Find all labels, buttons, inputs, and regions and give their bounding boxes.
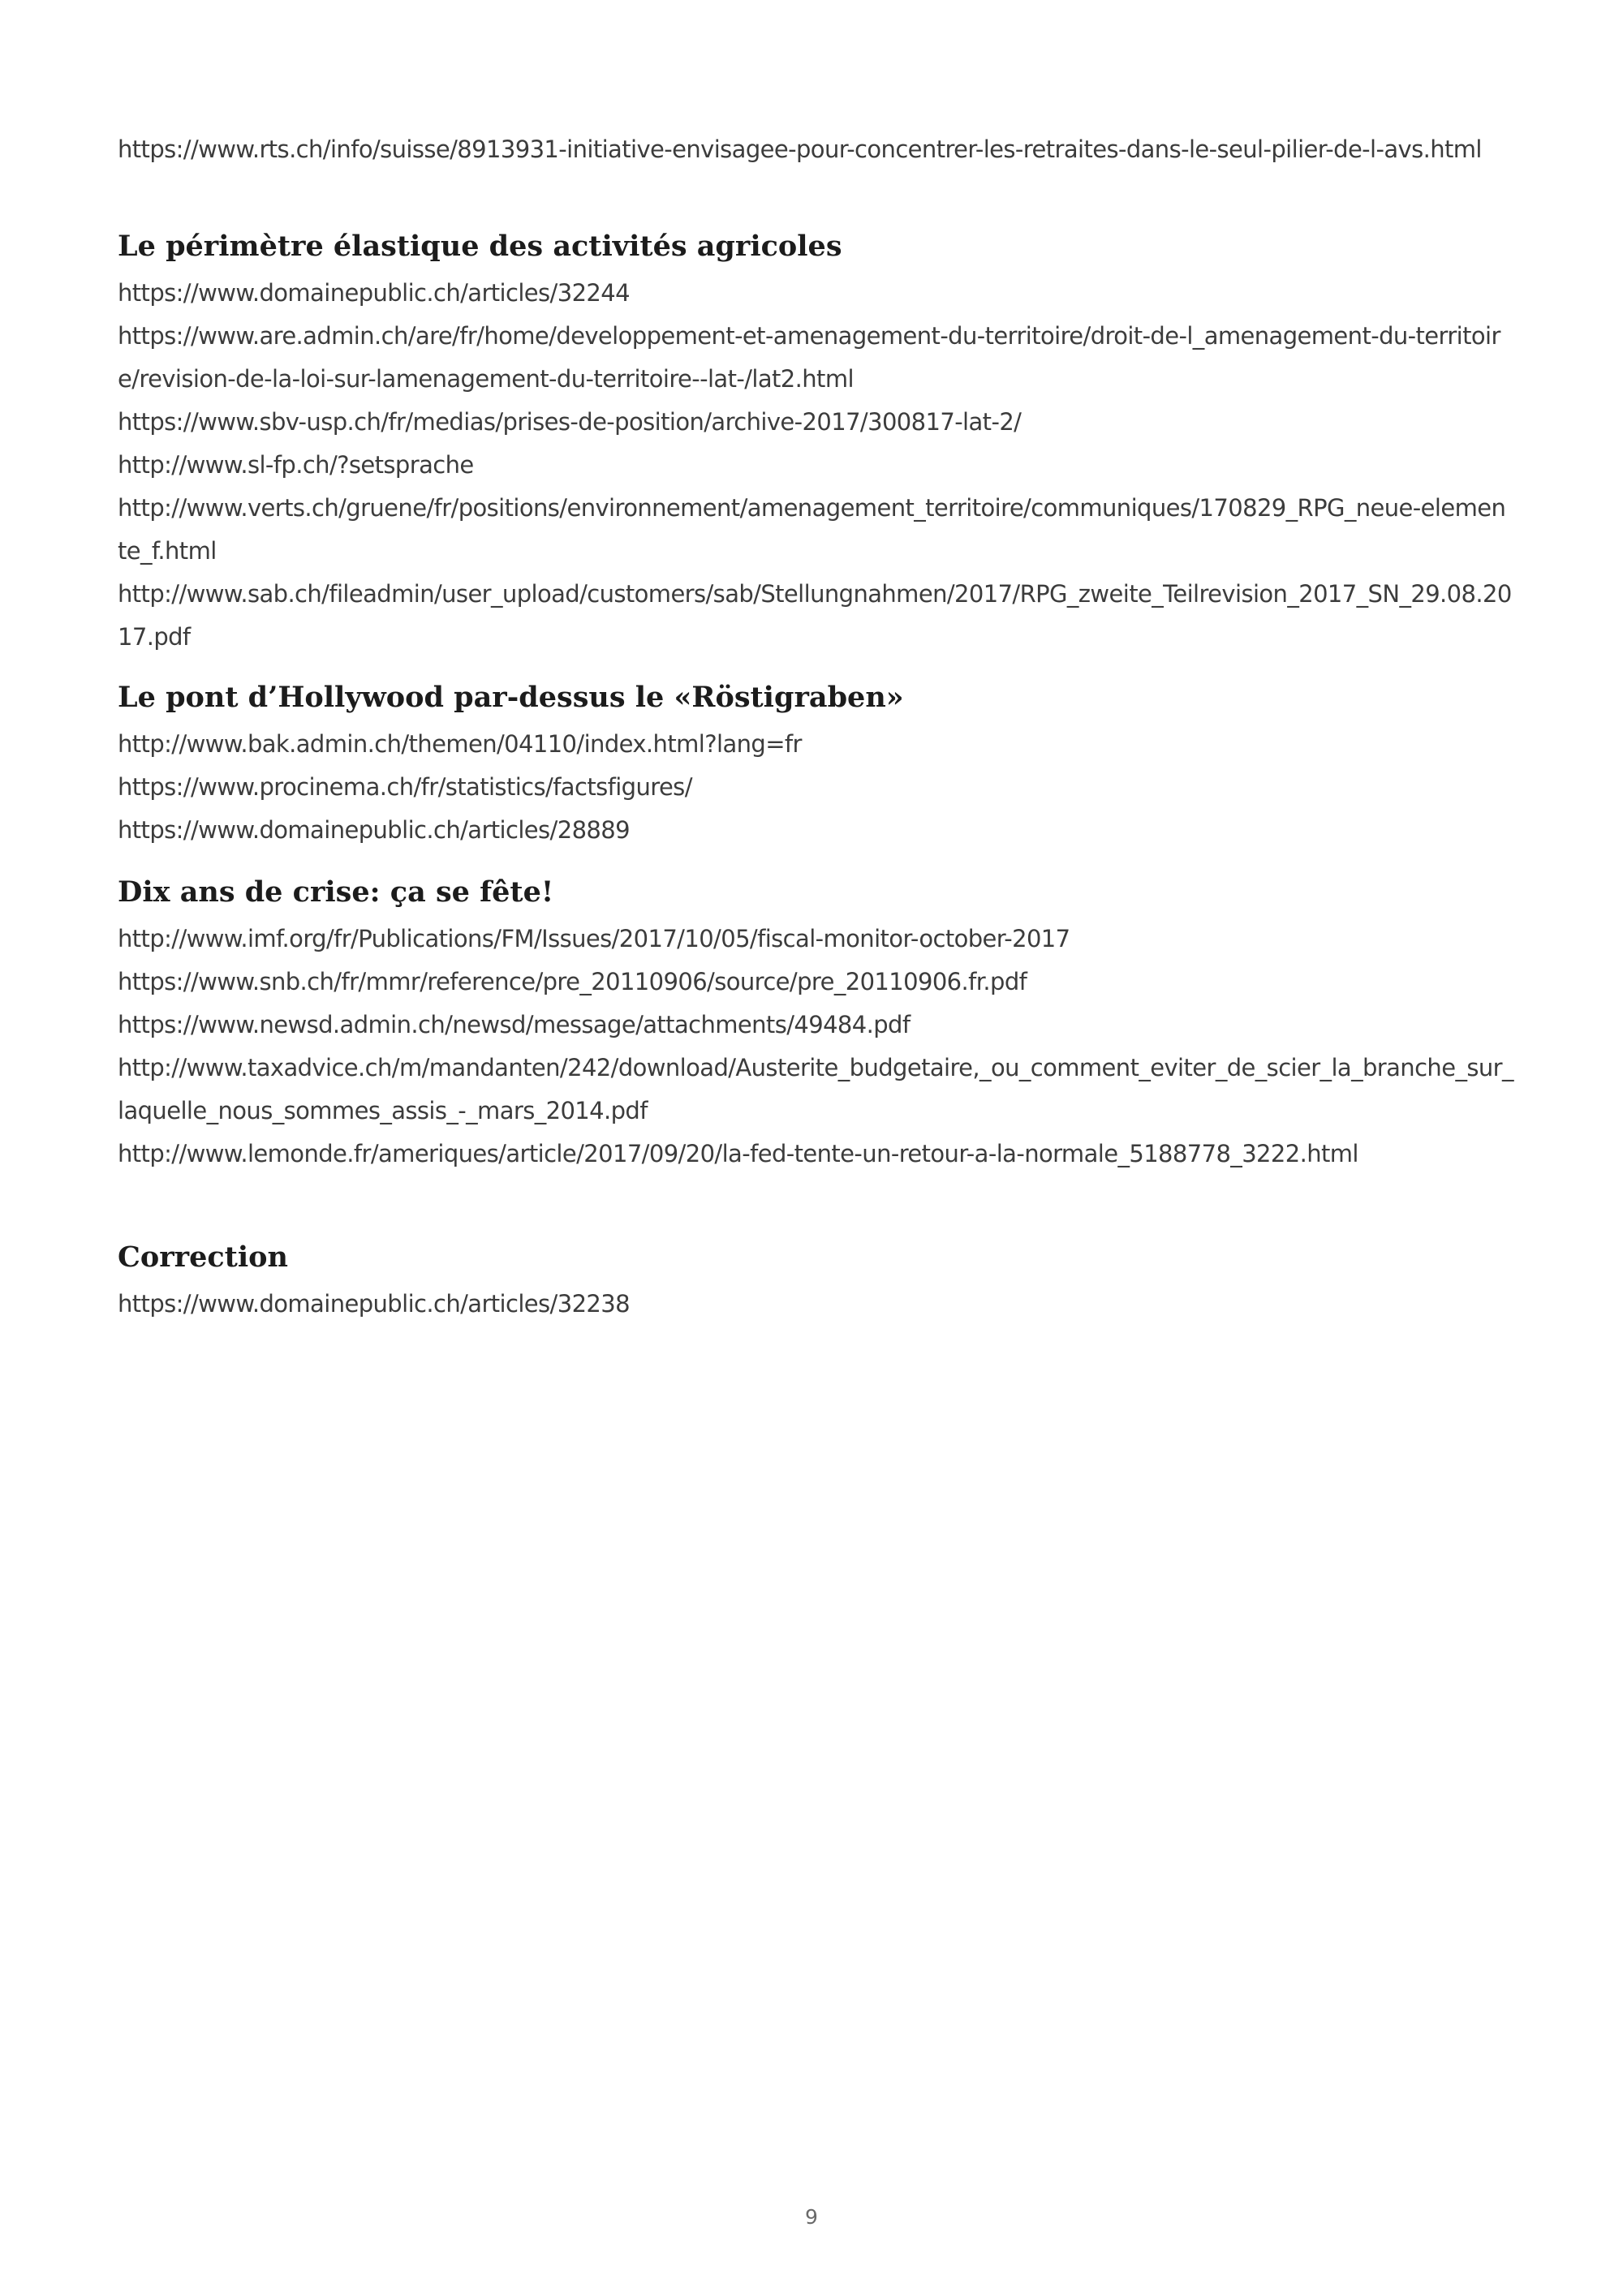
url-link[interactable]: https://www.domainepublic.ch/articles/32238: [118, 1290, 630, 1318]
url-link[interactable]: http://www.bak.admin.ch/themen/04110/index.html?lang=fr: [118, 730, 802, 758]
url-link[interactable]: http://www.imf.org/fr/Publications/FM/Issues/2017/10/05/fiscal-monitor-october-2017: [118, 925, 1070, 952]
url-link[interactable]: https://www.newsd.admin.ch/newsd/message/attachments/49484.pdf: [118, 1011, 911, 1038]
url-link[interactable]: https://www.rts.ch/info/suisse/8913931-initiative-envisagee-pour-concentrer-les-retraites-dans-le-seul-pilier-de-l-avs.html: [118, 135, 1482, 163]
url-link[interactable]: https://www.procinema.ch/fr/statistics/factsfigures/: [118, 773, 692, 801]
url-link[interactable]: http://www.lemonde.fr/ameriques/article/2017/09/20/la-fed-tente-un-retour-a-la-normale_5188778_3222.html: [118, 1140, 1358, 1167]
section-heading: Le pont d’Hollywood par-dessus le «Röstigraben»: [118, 681, 904, 714]
url-link[interactable]: https://www.are.admin.ch/are/fr/home/developpement-et-amenagement-du-territoire/droit-de-l_amenagement-du-territoire/revision-de-la-loi-sur-lamenagement-du-territoire--lat-/lat2.html: [118, 322, 1500, 393]
url-link[interactable]: https://www.sbv-usp.ch/fr/medias/prises-de-position/archive-2017/300817-lat-2/: [118, 408, 1022, 436]
url-link[interactable]: http://www.sl-fp.ch/?setsprache: [118, 451, 474, 479]
page-number: 9: [805, 2205, 818, 2229]
url-link[interactable]: http://www.taxadvice.ch/m/mandanten/242/download/Austerite_budgetaire,_ou_comment_eviter_de_scier_la_branche_sur_laquelle_nous_sommes_assis_-_mars_2014.pdf: [118, 1054, 1513, 1124]
url-link[interactable]: http://www.verts.ch/gruene/fr/positions/environnement/amenagement_territoire/communiques/170829_RPG_neue-elemente_f.html: [118, 494, 1506, 565]
section-heading: Dix ans de crise: ça se fête!: [118, 875, 554, 909]
intro-section: [118, 128, 1513, 171]
url-link[interactable]: https://www.domainepublic.ch/articles/32244: [118, 279, 630, 307]
section-agricultural: [118, 229, 1513, 659]
section-hollywood: [118, 680, 1513, 852]
url-link[interactable]: http://www.sab.ch/fileadmin/user_upload/customers/sab/Stellungnahmen/2017/RPG_zweite_Teilrevision_2017_SN_29.08.2017.pdf: [118, 580, 1512, 651]
section-heading: Correction: [118, 1240, 288, 1274]
section-crisis: [118, 875, 1513, 1176]
section-heading: Le périmètre élastique des activités agricoles: [118, 230, 842, 263]
section-correction: [118, 1240, 1513, 1326]
url-link[interactable]: https://www.snb.ch/fr/mmr/reference/pre_20110906/source/pre_20110906.fr.pdf: [118, 968, 1027, 995]
url-link[interactable]: https://www.domainepublic.ch/articles/28889: [118, 816, 630, 844]
